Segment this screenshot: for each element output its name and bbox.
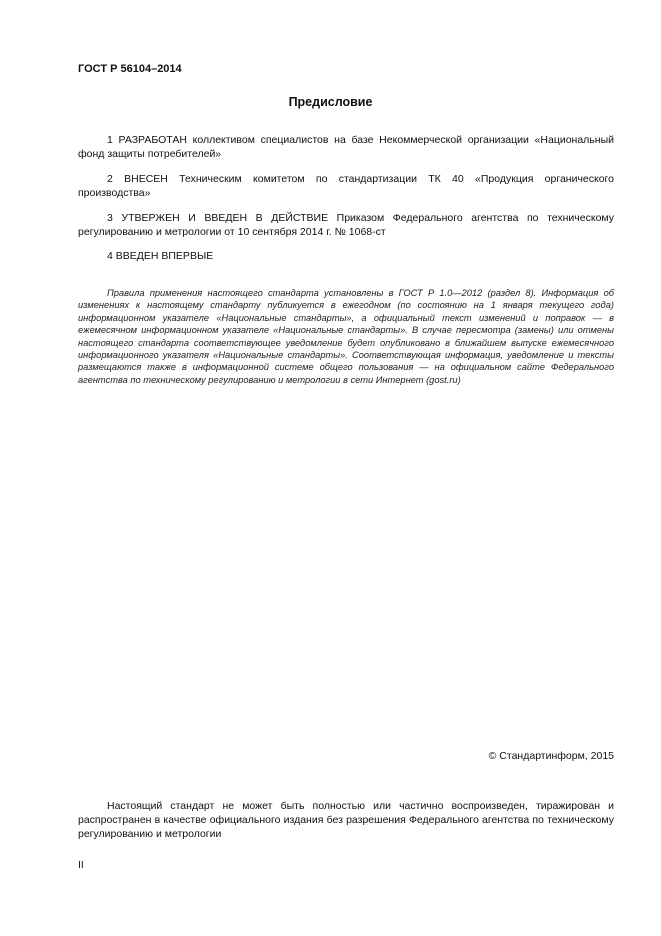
paragraph-introduced-by: 2 ВНЕСЕН Техническим комитетом по стандартизации ТК 40 «Продукция органического производства»	[78, 173, 614, 199]
paragraph-first-introduced: 4 ВВЕДЕН ВПЕРВЫЕ	[107, 250, 214, 262]
paragraph-approved: 3 УТВЕРЖЕН И ВВЕДЕН В ДЕЙСТВИЕ Приказом Федерального агентства по техническому регулированию и метрологии от 10 сентября 2014 г. № 1068-ст	[78, 212, 614, 238]
document-code: ГОСТ Р 56104–2014	[78, 63, 182, 75]
paragraph-developed-by: 1 РАЗРАБОТАН коллективом специалистов на базе Некоммерческой организации «Национальный фонд защиты потребителей»	[78, 134, 614, 160]
page-title: Предисловие	[288, 95, 373, 109]
application-rules-note: Правила применения настоящего стандарта установлены в ГОСТ Р 1.0—2012 (раздел 8). Информация об изменениях к настоящему стандарту публикуется в ежегодном (по состоянию на 1 января текущего года) информационном указателе «Национальные стандарты», а официальный текст изменений и поправок — в ежемесячном информационном указателе «Национальные стандарты». В случае пересмотра (замены) или отмены настоящего стандарта соответствующее уведомление будет опубликовано в ближайшем выпуске ежемесячного информационного указателя «Национальные стандарты». Соответствующая информация, уведомление и тексты размещаются также в информационной системе общего пользования — на официальном сайте Федерального агентства по техническому регулированию и метрологии в сети Интернет (gost.ru)	[78, 288, 614, 385]
page-number: II	[78, 859, 84, 871]
copyright-notice: © Стандартинформ, 2015	[488, 750, 614, 762]
reproduction-notice: Настоящий стандарт не может быть полностью или частично воспроизведен, тиражирован и распространен в качестве официального издания без разрешения Федерального агентства по техническому регулированию и метрологии	[78, 800, 614, 840]
